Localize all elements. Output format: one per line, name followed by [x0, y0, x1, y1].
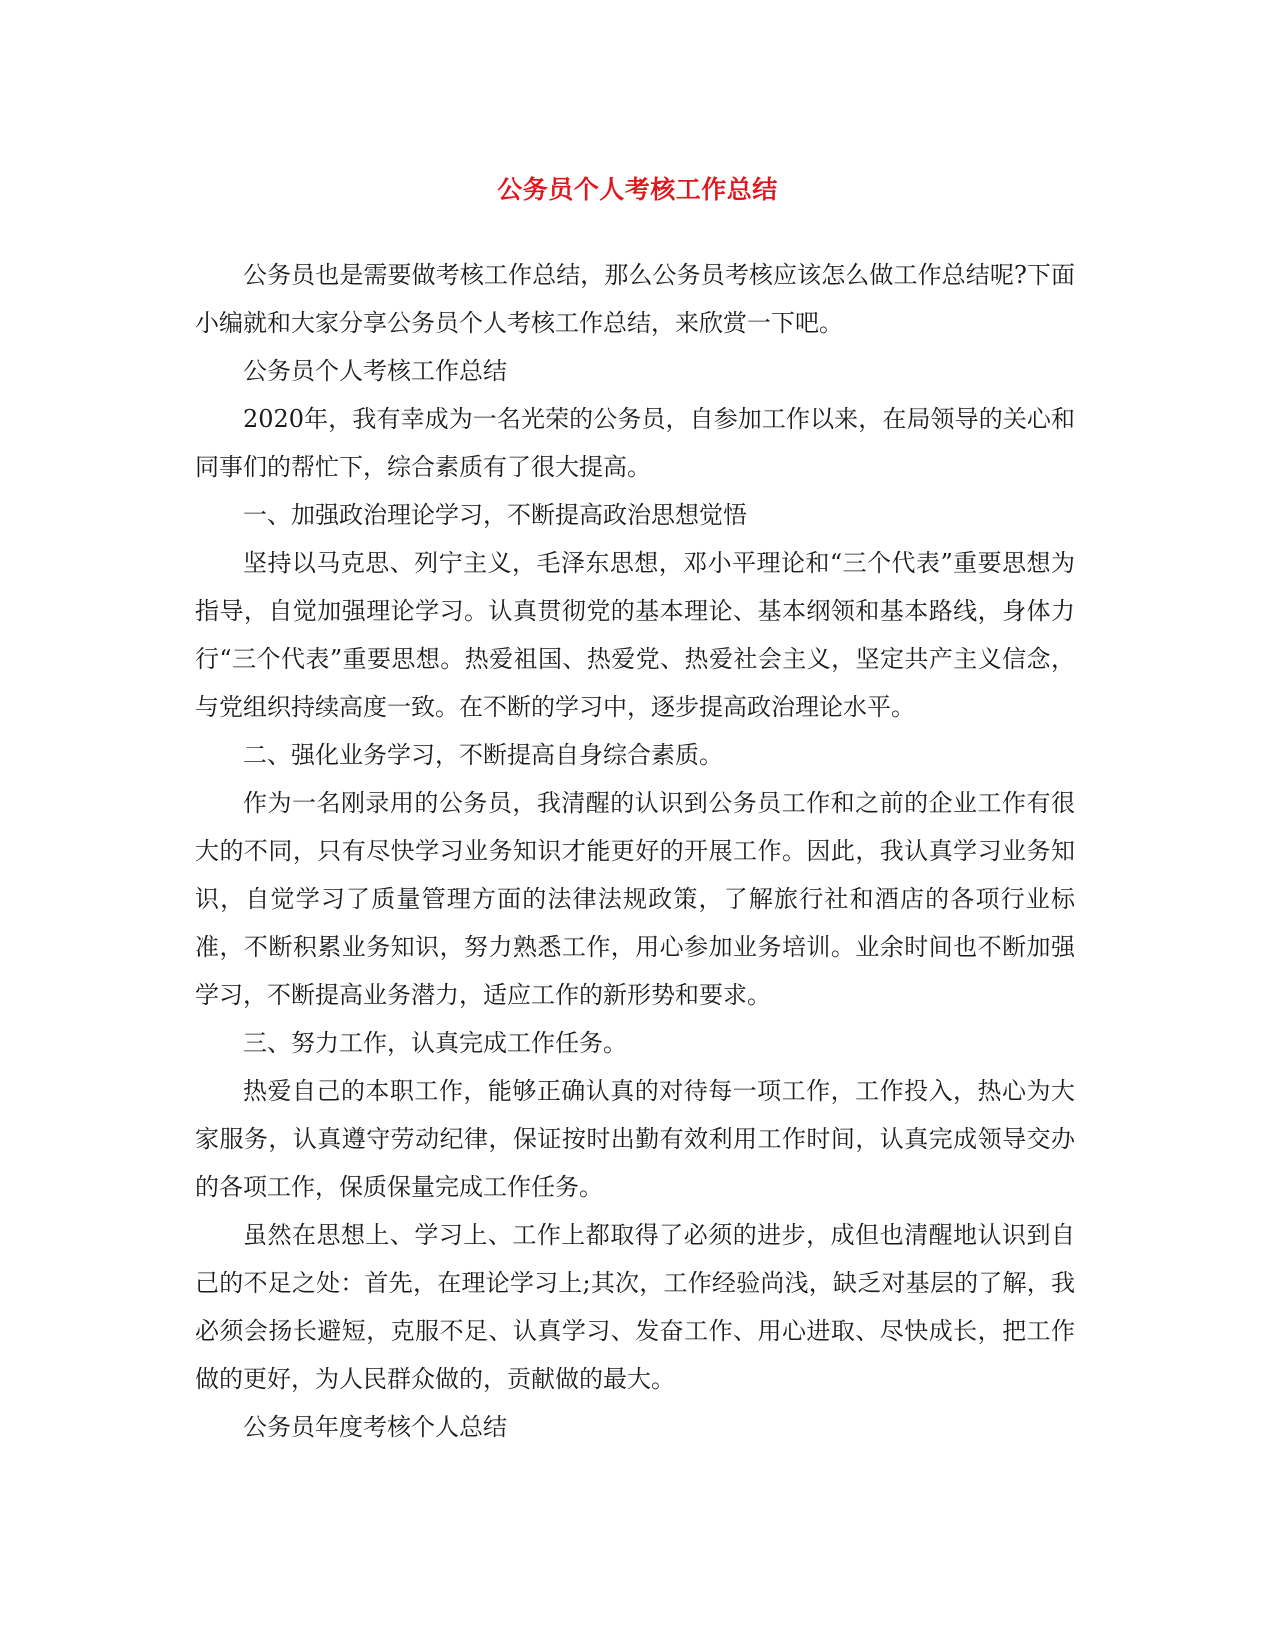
paragraph-shortcomings: 虽然在思想上、学习上、工作上都取得了必须的进步，成但也清醒地认识到自己的不足之处：首先，在理论学习上;其次，工作经验尚浅，缺乏对基层的了解，我必须会扬长避短，克服不足、认真学习、发奋工作、用心进取、尽快成长，把工作做的更好，为人民群众做的，贡献做的最大。	[195, 1221, 1075, 1393]
section-body-2: 作为一名刚录用的公务员，我清醒的认识到公务员工作和之前的企业工作有很大的不同，只有尽快学习业务知识才能更好的开展工作。因此，我认真学习业务知识，自觉学习了质量管理方面的法律法规政策，了解旅行社和酒店的各项行业标准，不断积累业务知识，努力熟悉工作，用心参加业务培训。业余时间也不断加强学习，不断提高业务潜力，适应工作的新形势和要求。	[195, 789, 1075, 1009]
paragraph-next-heading: 公务员年度考核个人总结	[243, 1413, 507, 1441]
document-title: 公务员个人考核工作总结	[497, 175, 778, 204]
document-body	[195, 251, 1075, 1451]
section-body-1: 坚持以马克思、列宁主义，毛泽东思想，邓小平理论和“三个代表”重要思想为指导，自觉加强理论学习。认真贯彻党的基本理论、基本纲领和基本路线，身体力行“三个代表”重要思想。热爱祖国、热爱党、热爱社会主义，坚定共产主义信念，与党组织持续高度一致。在不断的学习中，逐步提高政治理论水平。	[195, 549, 1075, 721]
section-heading-2: 二、强化业务学习，不断提高自身综合素质。	[243, 741, 723, 769]
paragraph-subtitle: 公务员个人考核工作总结	[243, 357, 507, 385]
section-heading-1: 一、加强政治理论学习，不断提高政治思想觉悟	[243, 501, 747, 529]
section-heading-3: 三、努力工作，认真完成工作任务。	[243, 1029, 627, 1057]
section-body-3: 热爱自己的本职工作，能够正确认真的对待每一项工作，工作投入，热心为大家服务，认真遵守劳动纪律，保证按时出勤有效利用工作时间，认真完成领导交办的各项工作，保质保量完成工作任务。	[195, 1077, 1075, 1201]
paragraph-background: 2020年，我有幸成为一名光荣的公务员，自参加工作以来，在局领导的关心和同事们的帮忙下，综合素质有了很大提高。	[195, 405, 1075, 481]
paragraph-intro: 公务员也是需要做考核工作总结，那么公务员考核应该怎么做工作总结呢?下面小编就和大家分享公务员个人考核工作总结，来欣赏一下吧。	[195, 261, 1075, 337]
